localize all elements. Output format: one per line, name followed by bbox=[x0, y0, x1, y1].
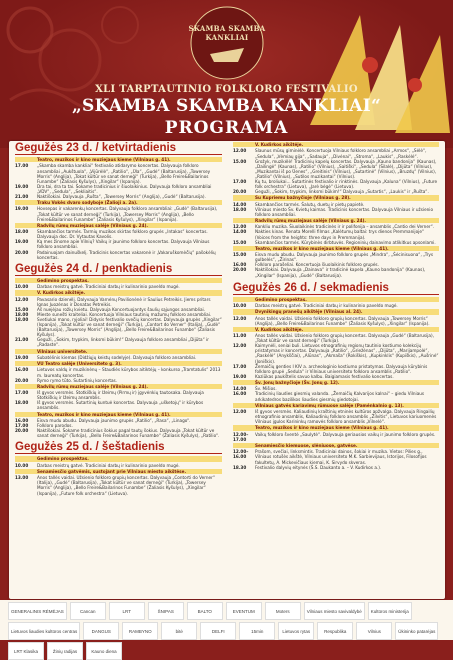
event-description: Pavasario dzienėlį. Dalyvauja Varnėnų Pavilionėnė ir Saulius Petreikis. Jiems pritars Ignas Juozėnas ir Donatas Petreikis. bbox=[37, 296, 211, 307]
event-description: Darbas meistrų gatvė. Tradiciniai darbų ir kulinarinio paveldo mugė. bbox=[37, 462, 180, 468]
event-time: 12.00–17.00 bbox=[233, 431, 249, 442]
sponsors-footer bbox=[0, 600, 453, 654]
event-time: 10.00 bbox=[233, 303, 247, 308]
event-description: Naktišokiai. Dalyvauja „Rušta“, „Towersey Morris“ (Anglija), „Gudė“ (Baltarusija). bbox=[37, 193, 206, 199]
event-time: 17.00 bbox=[233, 363, 247, 369]
event-description: „Skamba skamba kankliai“ festivalio atidarymo koncertas. Dalyvauja folkloro ansambliai „Aukštuola“, „Vijūrėlė“, „Ratilio“, „Ūla“, „Gudė“ (Baltarusija), „Towersey Morris“ (Anglija), „Tokat kültür ve sanat derneği“ (Turkija), „Bello Freire&Bailarinos Funambe“ (Žaliasis Kyšulys), „Xingilar“ (Ispanija). bbox=[37, 163, 211, 184]
event-row bbox=[15, 463, 222, 468]
sponsor-logo: Respublika bbox=[317, 622, 353, 640]
event-time: 20.00 bbox=[15, 377, 29, 383]
venue-label: Senamiesčio gatvėmis, sustojant prie Vilniaus miesto aikštėse. bbox=[15, 469, 222, 474]
sponsor-logo: Žinių radijas bbox=[47, 642, 83, 660]
event-row bbox=[15, 390, 222, 400]
event-time: 10.00 bbox=[15, 462, 29, 468]
event-row bbox=[15, 355, 222, 360]
event-description: Vaikų folkloro šventė „Saulytė“. Dalyvauja geriausios vaikų ir jaunimo folkloro grupės. bbox=[255, 431, 436, 437]
event-row bbox=[233, 179, 439, 189]
event-time: 18.00 bbox=[233, 206, 247, 212]
event-row bbox=[233, 148, 439, 158]
sponsor-logo: Kauno diena bbox=[86, 642, 122, 660]
event-row bbox=[233, 240, 439, 245]
event-row bbox=[15, 284, 222, 289]
event-description: Folkloro parašeliai. Koncertuoja šiuolaikinis folkloro grupės. bbox=[255, 262, 379, 268]
event-row bbox=[233, 229, 439, 239]
event-description: Grožyk, muzikėlė! Tradicinių kapelų koncertas. Dalyvauja „Kauno bandonija“ (Kaunas), „Dailingė“ (Kaunas), „Ratilio“ (Vilnius), „Saitiški“, „Sedula“ (Šilalė), „Dijūta“ (Vilnius), „Muzikantai iš po Ūenes“, „Greitinis“ (Vilnius), „Sutartinė“ (Vilnius), „Bruzdų“ (Vilnius), „Ratilio“ (Vilnius), „Sutilos muzikantai“ (Vilnius). bbox=[255, 158, 437, 179]
sponsor-logo: RAMBYNO bbox=[122, 622, 158, 640]
event-time: 18.00 bbox=[15, 400, 29, 406]
event-time: 20.00 bbox=[233, 189, 247, 195]
day-title: Gegužės 24 d. / penktadienis bbox=[15, 263, 222, 276]
event-row bbox=[15, 297, 222, 307]
event-time: 12.00 bbox=[233, 148, 247, 154]
event-row bbox=[15, 317, 222, 337]
logo-text: SKAMBA SKAMBA KANKLIAI bbox=[188, 24, 266, 42]
event-time: 20.00 bbox=[15, 428, 29, 434]
event-description: Ką mes žinome apie Vilnių? Vaikų ir jaunimo folkloro koncertas. Dalyvauja Vilniaus folkloro ansambliai. bbox=[37, 239, 210, 250]
event-time: 14.00 bbox=[233, 229, 247, 235]
venue-label: V. Kudirkos aikštėje. bbox=[233, 327, 439, 332]
event-row bbox=[233, 465, 439, 470]
event-row bbox=[15, 206, 222, 221]
event-row bbox=[15, 239, 222, 249]
sponsor-logo: bitė bbox=[161, 622, 197, 640]
venue-label: Traku Vokės dvaro sodyboje (Žalioji a. 2a). bbox=[15, 200, 222, 205]
column-right bbox=[233, 141, 439, 470]
event-row bbox=[233, 267, 439, 277]
sponsor-logo: Moters bbox=[265, 602, 301, 620]
event-time: 20.00 bbox=[233, 267, 247, 273]
sponsor-logo: Vilnius bbox=[356, 622, 392, 640]
event-description: Padainuojam dainuškelį. Tradicinis koncertas vakaronė ir „Vakaruškomėčių“ pašokėlių koncertas. bbox=[37, 249, 216, 260]
venue-label: Radvilų rūmų muziejaus salėje (Vilniaus g. 24). bbox=[15, 223, 222, 228]
event-time: 14.00 bbox=[233, 201, 247, 207]
event-description: Geguži, „Šokim, trypkim, linksmi būkim!“ Dalyvauja „Sutartis“, „Laukis“ ir „Rušta“. bbox=[255, 189, 429, 195]
day-section bbox=[15, 441, 222, 495]
day-title: Gegužės 23 d. / ketvirtadienis bbox=[15, 142, 222, 155]
program-title: PROGRAMA bbox=[164, 118, 289, 138]
event-row bbox=[15, 337, 222, 347]
sponsor-logo: GENERALINIS RĖMĖJAS bbox=[8, 602, 67, 620]
event-description: Anos tallės vaidai. Užsienio folkloro grupių koncertas. Dalyvauja „Towersey Morris“ (Anglija), „Bello Freire&Bailarinos Funambe“ (Žaliasis Kyšulys), „Xingilar“ (Ispanija). bbox=[255, 315, 430, 326]
event-description: Eisva mudu abudu. Dalyvauja jaunimo folkloro grupės „Mindra“, „Šėcinisuona“, „Trys gulbelės“, „Žirinas“. bbox=[255, 252, 434, 263]
event-time: 17.00 bbox=[233, 178, 247, 184]
event-time: 18.00 bbox=[15, 317, 29, 322]
event-time: 16.00 bbox=[15, 367, 29, 373]
event-row bbox=[233, 303, 439, 308]
poster-header bbox=[0, 0, 453, 148]
event-description: Naktišokiai. Šokame tradicinius šokius pagal tautų šokius. Dalyvauja „Tokat kültür ve sanat derneği“ (Turkija), „Bello Freire&Bailarinos Funambe“ (Žaliasis Kyšulys), „Ratilio“. bbox=[37, 428, 220, 439]
event-row bbox=[233, 374, 439, 379]
day-section bbox=[15, 142, 222, 260]
venue-label: Teatro, muzikos ir kino muziejaus kieme (Vilniaus g. 41). bbox=[15, 412, 222, 417]
venue-label: Teatro, muzikos ir kino muziejaus kieme (Vilniaus g. 41). bbox=[233, 246, 439, 251]
event-description: Vilniaus miesto Šv. Kvietų kaimas. Tradicinis koncertas. Dalyvauja Vilniaus ir užsienio folkloro ansambliai. bbox=[255, 206, 434, 217]
event-description: Iš gyvos versmės. Stotkiškių ir Ižeimų (Pirmų ir) įgyvėnkių tautosaka. Dalyvauja Stotkiškių ir Ižeimų ansamblis. bbox=[37, 390, 204, 401]
event-row bbox=[15, 184, 222, 194]
event-description: Kankliu muzika. Šiuolaikinės tradicinės ir ir polifonija – ansamblis „Cantio dei Verner“. bbox=[255, 224, 435, 230]
event-time: 18.00 bbox=[15, 229, 29, 235]
event-time: 12.00 bbox=[15, 296, 29, 302]
festival-subtitle: XLI TARPTAUTINIO FOLKLORO FESTIVALIO bbox=[95, 84, 358, 95]
event-time: 12.00–16.00 bbox=[233, 449, 249, 460]
event-description: Geguži, „Šokim, trypkim, linksmi būkim!“ Dalyvauja folkloro ansambliai „Dijūta“ ir „Radaste“. bbox=[37, 337, 210, 348]
venue-label: VU Teatro salėje (Universiteto g. 3). bbox=[15, 361, 222, 366]
event-row bbox=[15, 250, 222, 260]
event-time: 11.00 bbox=[233, 333, 247, 339]
event-time: 17.00 bbox=[15, 423, 29, 429]
event-time: 19.00 bbox=[15, 206, 29, 212]
event-row bbox=[15, 229, 222, 239]
event-description: Hovsepas ir vakarenkų koncertas. Dalyvauja folkloro ansambliai: „Gudė“ (Baltarusija), „Tokat kültür ve sanat derneği“ (Turkija), „Towersey Morris“ (Anglija), „Bello Freire&Bailarinos Funambe“ (Žaliasis Kyšulys), „Xingilar“ (Ispanija). bbox=[37, 206, 218, 222]
event-row bbox=[233, 189, 439, 194]
venue-label: Senamiesčio kiemuose, slėniuose, gatvėse. bbox=[233, 443, 439, 448]
venue-label: Teatro, muzikos ir kino muziejaus kieme (Vilniaus g. 41). bbox=[15, 157, 222, 162]
event-time: 12.00 bbox=[233, 224, 247, 230]
program-paper bbox=[9, 141, 445, 599]
event-description: Festivalio dalyvių eitynės (Š.S. Daukanto a. – V. Kudirkos a.). bbox=[255, 464, 382, 470]
event-time: 16.00 bbox=[233, 262, 247, 268]
sponsor-logo: Cancan bbox=[70, 602, 106, 620]
event-description: Skambančios tarmės. Tarmių muzikos skirtas folkloro grupės „Intakas“ koncertas. Dalyvauja doc. Dr. Vytautas Kavolis. bbox=[37, 229, 208, 240]
event-description: Svetiukai mano, ryjoliai! Didysis festivalio svečių koncertas. Dalyvauja grupės „Xingilar“ (Ispanija), „Tokat kültür ve sanat derneği“ (Turkija), „Contort do Verner“ (Italija), „Gudė“ (Baltarusija), „Towersey Morris“ (Anglija), „Bello Freire&Bailarinos Funambe“ (Žaliasis Kyšulys). bbox=[37, 317, 222, 338]
event-row bbox=[233, 432, 439, 442]
event-description: Eisva mudu abudu. Dalyvauja jaunimo grupės „Ratilio“, „Rasa“, „Linago“. bbox=[37, 417, 191, 423]
event-time: 17.00 bbox=[15, 163, 29, 169]
event-row bbox=[233, 343, 439, 363]
event-time: 16.00 bbox=[15, 417, 29, 423]
event-time: 19.00 bbox=[15, 239, 29, 245]
event-description: Tradicinių liaudies giesmių valanda. „Žemaičių Kalvarijos kalnai“ – giedu Vilniaus arkikatedros bazilikos liaudies giesmių giedotojai. bbox=[255, 391, 425, 402]
sponsor-logo: BALTO bbox=[187, 602, 223, 620]
event-time: 19.00 bbox=[233, 373, 247, 379]
event-row bbox=[233, 449, 439, 464]
event-description: Žemaičių genties I KIV a. archeologinio kostiumo pristatymas. Dalyvauja kūrybinis folkloro grupė „Sedula“ ir Vilniaus universiteto folkloro ansamblis „Ratilio“. bbox=[255, 363, 428, 374]
venue-label: Gedimino prospektas. bbox=[15, 456, 222, 461]
sponsor-logo: EVENTUM bbox=[226, 602, 262, 620]
event-description: Lietuvos valdų ir muzikinėnų – Staudiės kūrybos aitiktėjų – konkurso „Tramtatulis“ 2013 m. laureatų koncertas. bbox=[37, 367, 221, 378]
event-row bbox=[15, 194, 222, 199]
venue-label: Dvynikingų pranešų aikštėje (Vilniaus al. 24). bbox=[233, 309, 439, 314]
day-section bbox=[15, 263, 222, 439]
event-time: 14.00 bbox=[233, 386, 247, 392]
event-description: Aš nuejėjau rožių kvietu. Dalyvauja Koncertuojantys šaulių sąjungos ansambliai. bbox=[37, 306, 206, 312]
festival-title: „SKAMBA SKAMBA KANKLIAI“ bbox=[71, 96, 382, 116]
event-row bbox=[233, 316, 439, 326]
venue-label: V. Kudirkos aikštėje. bbox=[15, 290, 222, 295]
event-description: Kų tu, broliukai... Sutartinės festivalio ir rinktinės. Dalyvauja „Kaluna“ (Vilnius), „Future folk orchestra“ (Lietuva), „Jarė bėgė“ (Lietuva). bbox=[255, 178, 438, 190]
event-row bbox=[15, 367, 222, 377]
event-description: Nakties kinas. Renata Morelli filmas „Kalėtumų baltai: trys dienos Premmanijoje“ (Voices from the heights: three days in Premmanija). bbox=[255, 229, 425, 240]
event-time: 19.00 bbox=[15, 183, 29, 189]
event-time: 21.00 bbox=[15, 193, 29, 199]
event-row bbox=[233, 333, 439, 343]
sponsor-logo: Lietuvos rytas bbox=[278, 622, 314, 640]
event-row bbox=[233, 159, 439, 179]
event-row bbox=[15, 378, 222, 383]
event-description: Kaimynėli, seniai buli. Lietuvos etnografinių regionų tautinio kostiumo kolekcijų pristatymas ir koncertas. Dalyvauja „Ratilio“, „Griežėnas“, „Dijūta“, „Marijampolė“, „Raskėlė“ (Anykščiai), „Alūnas“, „Akmaša“ (Rokiškis), „Kupkinklis“ (Kupiškis), „Aušrinė“ (Joniškis). bbox=[255, 343, 439, 364]
event-row bbox=[15, 428, 222, 438]
event-row bbox=[233, 364, 439, 374]
event-time: 18.00 bbox=[15, 311, 29, 317]
event-time: 10.00 bbox=[15, 284, 29, 290]
sponsor-logo: Kultūros ministerija bbox=[368, 602, 412, 620]
event-time: 15.00 bbox=[233, 252, 247, 258]
event-time: 15.00 bbox=[15, 306, 29, 312]
venue-label: Vilniaus gatvės kariavimų rūmuose salėje (Pamėnkalnio g. 13). bbox=[233, 403, 439, 408]
sponsor-logo: ŠNIPAS bbox=[148, 602, 184, 620]
sponsor-logo: Ūkininko patarėjas bbox=[395, 622, 438, 640]
event-row bbox=[233, 252, 439, 262]
event-time: 19.00 bbox=[15, 354, 29, 360]
event-description: Skambančios tarmės. Kūrybinės dirbtuvės. Regioninių dainavimo atlikitkus apsonlami. bbox=[255, 239, 436, 245]
event-time: 21.00 bbox=[15, 337, 29, 343]
event-description: Anos tallės vaidai. Užsienio folkloro grupių koncertas. Dalyvauja „Contorti do Verner“ (Italija), „Gudė“ (Baltarusija), „Tokat kültür ve sanat derneği“ (Turkija), „Towersey Morris“ (Anglija), „Bello Freire&Bailarinos Funambe“ (Žaliasis Kyšulys), „Xingilar“ (Ispanija), „Future folk orchestra“ (Lietuva). bbox=[37, 475, 215, 496]
day-section bbox=[233, 142, 439, 278]
event-description: Iš gyvos versmės. Kaliaudinių kraštinių etninės kultūros apžvalga. Dalyvauja Ringailių etnografinio ansamblis, Kaliaudinių folkloro ansamblis „Žilvitis“, Lietuvos kariuomenės Vilniaus įgulos Karininkų ramovės folkloro ansamblis „Vilnelė“. bbox=[255, 409, 437, 425]
venue-label: V. Kudirkos aikštėje. bbox=[233, 142, 439, 147]
event-row bbox=[233, 391, 439, 401]
event-description: Mieste sunešti kraiteliai. Koncertuoja Vilniaus tautinių mažumų folkloro ansambliai. bbox=[37, 311, 212, 317]
venue-label: Gedimino prospektas. bbox=[233, 297, 439, 302]
sponsor-logo: DELFI bbox=[200, 622, 236, 640]
event-row bbox=[15, 475, 222, 495]
sponsor-logo: LRT bbox=[109, 602, 145, 620]
column-left bbox=[15, 141, 222, 496]
event-description: Prašom, svečiai, linksmintis. Tradiciniai dainos, šokiai ir muzika. Vietos: Pilies g., Vilniaus rotušės aikštė, Vilniaus universiteto M.K. Sarbievijaus, Istorijos, Filosofijos fakultetų, A. Mickevičiaus kiemai, K. Sirvydo skveras. bbox=[255, 449, 427, 465]
event-time: 16.00 bbox=[233, 391, 247, 397]
sponsor-logo: DANGUS bbox=[83, 622, 119, 640]
event-time: 12.00 bbox=[233, 315, 247, 321]
event-description: Darbas meistrų gatvė. Tradiciniai darbų ir kulinarinio paveldo mugė. bbox=[37, 284, 180, 290]
event-description: Darbas meistrų gatvė. Tradiciniai darbų ir kulinarinio paveldo mugė. bbox=[255, 303, 398, 308]
day-title: Gegužės 26 d. / sekmadienis bbox=[233, 282, 439, 295]
event-description: Kaziūkas paukštelis savuo kalbu. Baigiamasis festivalio koncertas. bbox=[255, 373, 394, 379]
event-time: 15.00 bbox=[233, 158, 247, 164]
sponsor-logo: Vilniaus miesto savivaldybė bbox=[304, 602, 365, 620]
day-section bbox=[233, 282, 439, 470]
event-description: Šv. Mišios. bbox=[255, 386, 277, 392]
venue-label: Teatro, muzikos ir kino muziejaus kieme (Vilniaus g. 41). bbox=[233, 425, 439, 430]
event-time: 12.00 bbox=[233, 343, 247, 349]
event-description: Anos tallės vaidai. Užsienio folkloro grupių koncertas. Dalyvauja „Gudė“ (Baltarusija), „Tokat kültür ve sanat derneği“ (Turkija). bbox=[255, 333, 434, 344]
sponsor-logo: Lietuvos liaudies kultūros centras bbox=[8, 622, 80, 640]
venue-label: Radvilų rūmų muziejaus salėje (Vilniaus g. 24). bbox=[15, 384, 222, 389]
event-row bbox=[15, 400, 222, 410]
event-description: Dra tai, dra ta tai. Šokame tradicinius ir šiuolaikinius. Dalyvauja folkloro ansambliai „VDV“, „Sedula“, „Sekliaitis“. bbox=[37, 183, 212, 194]
event-description: Skambančios tarmės. Šalutų, duetų ir pietų papietė. bbox=[255, 201, 365, 207]
event-time: 15.00 bbox=[233, 239, 247, 245]
event-time: 17.00 bbox=[15, 390, 29, 396]
venue-label: Vilniaus universitete. bbox=[15, 349, 222, 354]
event-description: Subatėlinis kiemas (Didžiųjų keistų sodelyje). Dalyvauja folkloro ansambliai. bbox=[37, 354, 197, 360]
event-time: 12.00 bbox=[233, 409, 247, 415]
venue-label: Su Kupriemu bažnyčioje (Vilniaus g. 28). bbox=[233, 195, 439, 200]
venue-label: Šv. Jonų bažnyčioje (Šv. Jonų g. 12). bbox=[233, 380, 439, 385]
sponsor-logo: LRT Klasika bbox=[8, 642, 44, 660]
event-row bbox=[233, 207, 439, 217]
event-description: Iš gyvos versmės. Sutartinių kuntuė koncertas. Dalyvauja „ušketojų“ ir kūrybos ansamblis. bbox=[37, 400, 204, 411]
event-description: Naktišokiai. Dalyvauja „Dainava“ ir tradicinė kapela „Kauno bandonija“ (Kaunas), „Xingilar“ (Ispanija), „Gudė“ (Baltarusija). bbox=[255, 267, 426, 278]
sponsor-logos bbox=[8, 602, 445, 654]
festival-logo bbox=[188, 4, 266, 82]
event-time: 20.00 bbox=[15, 249, 29, 255]
venue-label: Radvilų rūmų muziejaus salėje (Vilniaus g. 24). bbox=[233, 218, 439, 223]
sponsor-logo: 15min bbox=[239, 622, 275, 640]
event-row bbox=[15, 163, 222, 183]
venue-label: Gedimino prospektas. bbox=[15, 278, 222, 283]
event-time: 13.00 bbox=[15, 475, 29, 481]
event-row bbox=[233, 409, 439, 424]
event-description: Folkloro parodos. bbox=[37, 423, 73, 429]
event-description: Rymo rymo tūto. Sutartinių koncertas. bbox=[37, 377, 118, 383]
day-title: Gegužės 25 d. / šeštadienis bbox=[15, 441, 222, 454]
event-time: 18.30 bbox=[233, 464, 247, 470]
event-description: Slaunus mūsų giminėlė. Koncertuoja Vilniaus folkloro ansambliai „Armos“, „Sėlė“, „Sedula“, „Vėmiaų gija“, „Sadauja“, „Divėnai“, „Stroma“, „Laukis“, „Raskėlė“. bbox=[255, 148, 427, 159]
